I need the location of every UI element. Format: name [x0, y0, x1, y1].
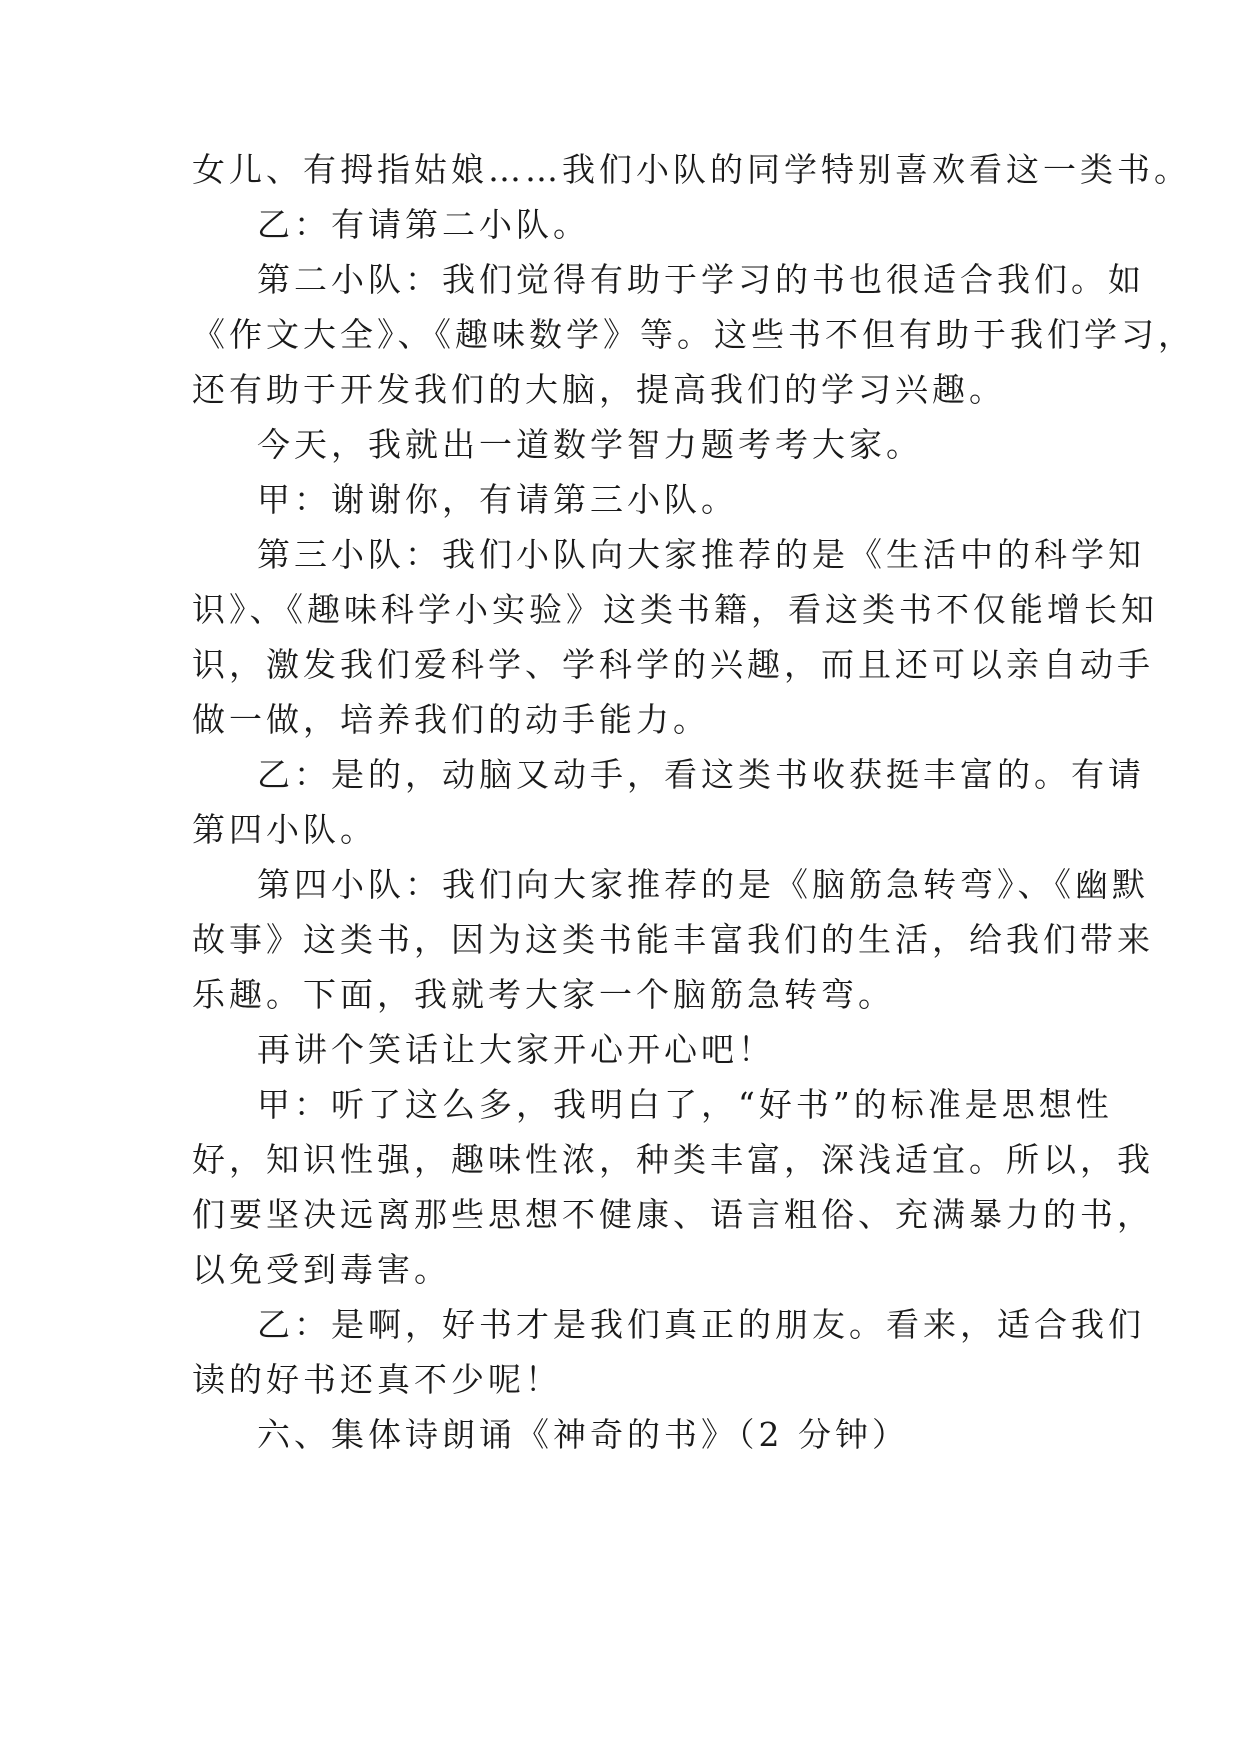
text-line-23: 读的好书还真不少呢！ — [192, 1360, 562, 1399]
text-line-9: 识》、《趣味科学小实验》这类书籍，看这类书不仅能增长知 — [192, 590, 1158, 629]
text-line-4: 《作文大全》、《趣味数学》等。这些书不但有助于我们学习， — [192, 315, 1195, 354]
text-line-22: 乙：是啊，好书才是我们真正的朋友。看来，适合我们 — [257, 1305, 1145, 1344]
text-line-18: 甲：听了这么多，我明白了，“好书”的标准是思想性 — [257, 1085, 1113, 1124]
text-line-2: 乙：有请第二小队。 — [257, 205, 590, 244]
text-line-17: 再讲个笑话让大家开心开心吧！ — [257, 1030, 775, 1069]
text-line-6: 今天，我就出一道数学智力题考考大家。 — [257, 425, 923, 464]
text-line-13: 第四小队。 — [192, 810, 377, 849]
text-line-1: 女儿、有拇指姑娘……我们小队的同学特别喜欢看这一类书。 — [192, 150, 1191, 189]
text-line-14: 第四小队：我们向大家推荐的是《脑筋急转弯》、《幽默 — [257, 865, 1149, 904]
text-line-19: 好，知识性强，趣味性浓，种类丰富，深浅适宜。所以，我 — [192, 1140, 1154, 1179]
text-line-3: 第二小队：我们觉得有助于学习的书也很适合我们。如 — [257, 260, 1145, 299]
text-line-24: 六、集体诗朗诵《神奇的书》（2 分钟） — [257, 1415, 909, 1454]
text-line-8: 第三小队：我们小队向大家推荐的是《生活中的科学知 — [257, 535, 1145, 574]
text-line-20: 们要坚决远离那些思想不健康、语言粗俗、充满暴力的书， — [192, 1195, 1154, 1234]
text-line-11: 做一做，培养我们的动手能力。 — [192, 700, 710, 739]
text-line-16: 乐趣。下面，我就考大家一个脑筋急转弯。 — [192, 975, 895, 1014]
text-line-7: 甲：谢谢你，有请第三小队。 — [257, 480, 738, 519]
text-line-21: 以免受到毒害。 — [192, 1250, 451, 1289]
text-line-10: 识，激发我们爱科学、学科学的兴趣，而且还可以亲自动手 — [192, 645, 1154, 684]
text-line-12: 乙：是的，动脑又动手，看这类书收获挺丰富的。有请 — [257, 755, 1145, 794]
text-line-5: 还有助于开发我们的大脑，提高我们的学习兴趣。 — [192, 370, 1006, 409]
text-line-15: 故事》这类书，因为这类书能丰富我们的生活，给我们带来 — [192, 920, 1154, 959]
